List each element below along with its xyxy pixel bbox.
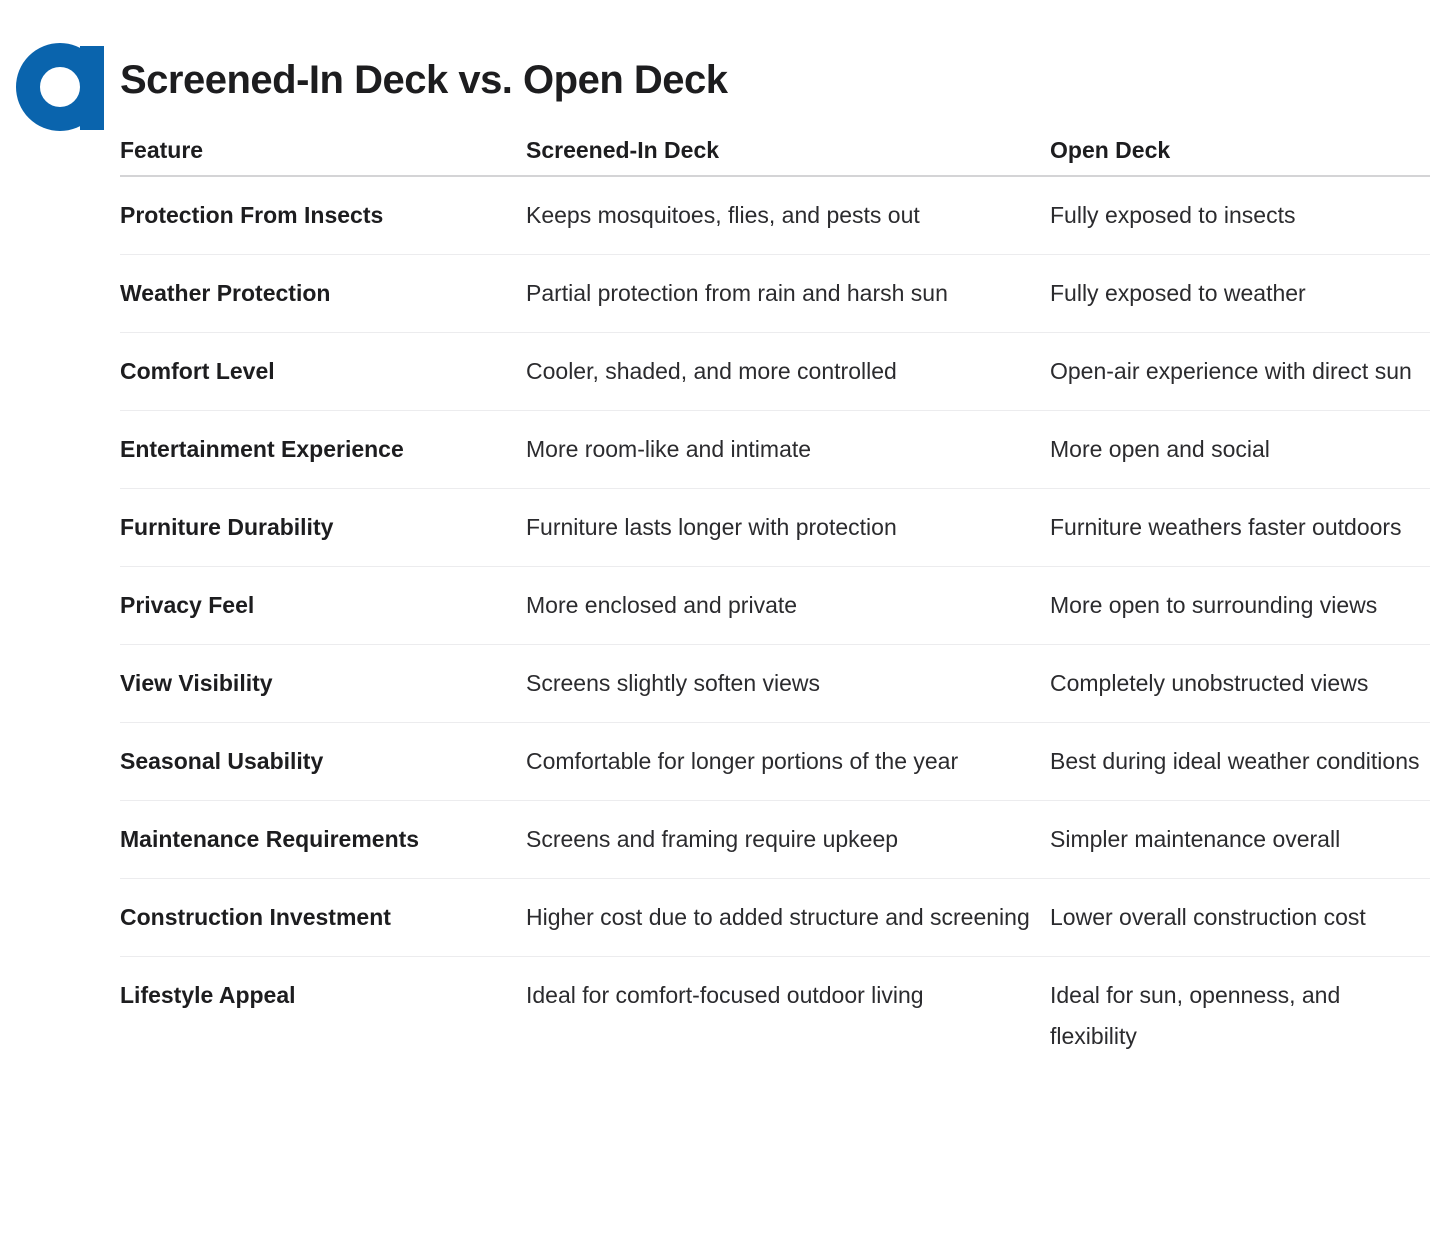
letter-a-logo-icon xyxy=(14,40,106,134)
feature-cell: Construction Investment xyxy=(120,879,526,957)
screened-in-cell: More enclosed and private xyxy=(526,567,1050,645)
table-row xyxy=(120,957,1430,1076)
feature-cell: Entertainment Experience xyxy=(120,411,526,489)
screened-in-cell: Higher cost due to added structure and screening xyxy=(526,879,1050,957)
table-row xyxy=(120,411,1430,489)
screened-in-cell: Partial protection from rain and harsh sun xyxy=(526,255,1050,333)
open-deck-cell: Ideal for sun, openness, and flexibility xyxy=(1050,982,1341,1049)
screened-in-cell: Cooler, shaded, and more controlled xyxy=(526,333,1050,411)
table-row xyxy=(120,879,1430,957)
open-deck-cell: Open-air experience with direct sun xyxy=(1050,333,1430,411)
table-row xyxy=(120,723,1430,801)
screened-in-cell: Ideal for comfort-focused outdoor living xyxy=(526,982,924,1008)
open-deck-cell: Best during ideal weather conditions xyxy=(1050,723,1430,801)
open-deck-cell: Lower overall construction cost xyxy=(1050,879,1430,957)
feature-cell: View Visibility xyxy=(120,645,526,723)
feature-cell: Protection From Insects xyxy=(120,176,526,255)
open-deck-cell: Completely unobstructed views xyxy=(1050,645,1430,723)
table-row xyxy=(120,567,1430,645)
screened-in-cell: More room-like and intimate xyxy=(526,411,1050,489)
table-row xyxy=(120,489,1430,567)
open-deck-cell: Simpler maintenance overall xyxy=(1050,801,1430,879)
open-deck-cell: Fully exposed to weather xyxy=(1050,255,1430,333)
feature-cell: Weather Protection xyxy=(120,255,526,333)
feature-cell: Seasonal Usability xyxy=(120,723,526,801)
table-row xyxy=(120,333,1430,411)
feature-cell: Maintenance Requirements xyxy=(120,801,526,879)
feature-cell: Furniture Durability xyxy=(120,489,526,567)
header-feature: Feature xyxy=(120,128,526,176)
page-title: Screened-In Deck vs. Open Deck xyxy=(120,58,728,102)
comparison-table xyxy=(120,128,1430,1075)
table-row xyxy=(120,645,1430,723)
screened-in-cell: Keeps mosquitoes, flies, and pests out xyxy=(526,176,1050,255)
header-screened-in-deck: Screened-In Deck xyxy=(526,128,1050,176)
screened-in-cell: Screens slightly soften views xyxy=(526,645,1050,723)
open-deck-cell: Furniture weathers faster outdoors xyxy=(1050,489,1430,567)
open-deck-cell: More open to surrounding views xyxy=(1050,567,1430,645)
screened-in-cell: Comfortable for longer portions of the year xyxy=(526,723,1050,801)
open-deck-cell: More open and social xyxy=(1050,411,1430,489)
table-row xyxy=(120,801,1430,879)
feature-cell: Privacy Feel xyxy=(120,567,526,645)
screened-in-cell: Furniture lasts longer with protection xyxy=(526,489,1050,567)
table-header-row xyxy=(120,128,1430,176)
feature-cell: Lifestyle Appeal xyxy=(120,982,296,1008)
open-deck-cell: Fully exposed to insects xyxy=(1050,176,1430,255)
header-open-deck: Open Deck xyxy=(1050,128,1430,176)
table-row xyxy=(120,176,1430,255)
screened-in-cell: Screens and framing require upkeep xyxy=(526,801,1050,879)
feature-cell: Comfort Level xyxy=(120,333,526,411)
table-row xyxy=(120,255,1430,333)
